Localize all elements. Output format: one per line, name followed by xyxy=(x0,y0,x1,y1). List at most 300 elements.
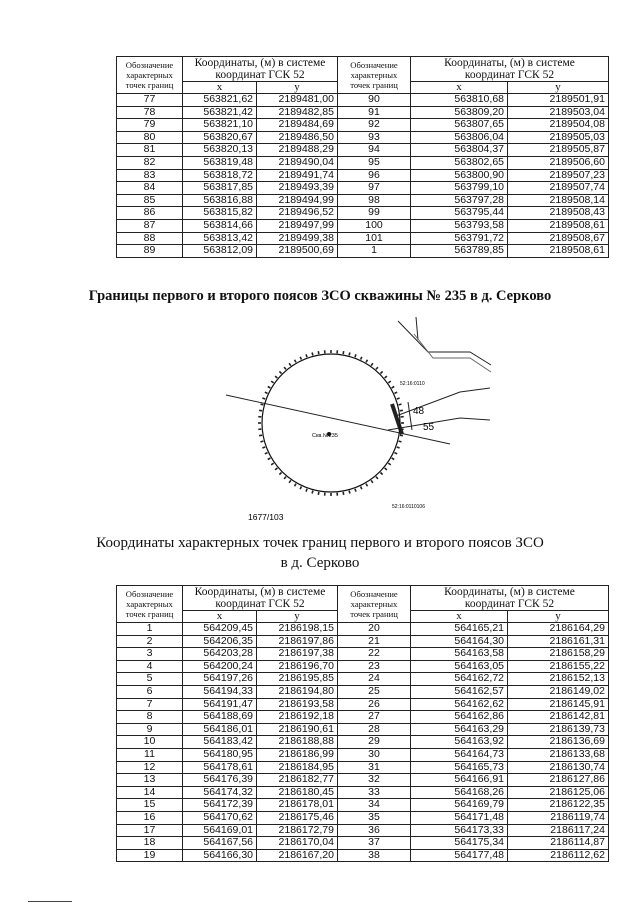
coord-x: 564180,95 xyxy=(183,748,257,761)
point-marker xyxy=(394,453,397,454)
point-id: 26 xyxy=(338,698,411,711)
coord-y: 2186196,70 xyxy=(257,660,338,673)
coord-y: 2186161,31 xyxy=(508,635,609,648)
table-row xyxy=(117,736,609,749)
coord-x: 563821,62 xyxy=(183,94,257,107)
point-id: 89 xyxy=(117,245,183,258)
coord-x: 563816,88 xyxy=(183,194,257,207)
point-marker xyxy=(262,398,265,399)
coord-y: 2189508,43 xyxy=(508,207,609,220)
table-row xyxy=(117,685,609,698)
coord-x: 563815,82 xyxy=(183,207,257,220)
point-id: 11 xyxy=(117,748,183,761)
coord-x: 563821,10 xyxy=(183,119,257,132)
coord-x: 564171,48 xyxy=(411,811,508,824)
coord-x: 563799,10 xyxy=(411,182,508,195)
adjacent-parcels xyxy=(388,388,490,434)
point-marker xyxy=(385,376,387,378)
coord-x: 563810,68 xyxy=(411,94,508,107)
point-id: 1 xyxy=(117,623,183,636)
parcel-label-48: 48 xyxy=(413,406,425,417)
header-x: x xyxy=(411,82,508,94)
header-y: y xyxy=(508,82,609,94)
point-id: 3 xyxy=(117,648,183,661)
coord-y: 2186193,58 xyxy=(257,698,338,711)
point-marker xyxy=(349,352,350,355)
coord-y: 2189484,69 xyxy=(257,119,338,132)
point-id: 17 xyxy=(117,824,183,837)
coord-x: 564200,24 xyxy=(183,660,257,673)
coord-y: 2189491,74 xyxy=(257,169,338,182)
table-row xyxy=(117,635,609,648)
coord-x: 564165,73 xyxy=(411,761,508,774)
point-marker xyxy=(259,435,262,436)
point-id: 93 xyxy=(338,131,411,144)
coord-x: 563820,13 xyxy=(183,144,257,157)
table-row xyxy=(117,698,609,711)
coord-y: 2186142,81 xyxy=(508,711,609,724)
coord-x: 563812,09 xyxy=(183,245,257,258)
table-row xyxy=(117,711,609,724)
point-marker xyxy=(275,468,277,470)
point-marker xyxy=(262,447,265,448)
point-marker xyxy=(306,354,307,357)
coord-x: 564173,33 xyxy=(411,824,508,837)
well-label: Скв.№235 xyxy=(312,433,338,439)
point-id: 82 xyxy=(117,156,183,169)
circle-point-markers xyxy=(258,350,404,496)
point-marker xyxy=(400,410,403,411)
point-id: 97 xyxy=(338,182,411,195)
point-marker xyxy=(265,453,268,454)
coord-y: 2186145,91 xyxy=(508,698,609,711)
coord-y: 2186130,74 xyxy=(508,761,609,774)
table-row xyxy=(117,623,609,636)
header-coordinates: Координаты, (м) в системе координат ГСК 52 xyxy=(183,586,338,611)
point-id: 18 xyxy=(117,837,183,850)
coord-x: 564166,91 xyxy=(411,774,508,787)
point-marker xyxy=(397,447,400,448)
coord-x: 564176,39 xyxy=(183,774,257,787)
coord-y: 2186164,29 xyxy=(508,623,609,636)
point-marker xyxy=(355,354,356,357)
coord-y: 2186175,46 xyxy=(257,811,338,824)
point-id: 32 xyxy=(338,774,411,787)
table-row xyxy=(117,723,609,736)
header-coordinates: Координаты, (м) в системе координат ГСК 52 xyxy=(411,57,609,82)
coord-y: 2189505,87 xyxy=(508,144,609,157)
cadastral-label-top: 52:16:0110 xyxy=(400,381,425,387)
point-id: 25 xyxy=(338,685,411,698)
header-y: y xyxy=(257,611,338,623)
coord-x: 564183,42 xyxy=(183,736,257,749)
table-row xyxy=(117,673,609,686)
point-marker xyxy=(371,363,373,365)
coord-y: 2186125,06 xyxy=(508,786,609,799)
coord-y: 2186122,35 xyxy=(508,799,609,812)
point-marker xyxy=(355,489,356,492)
coord-x: 564165,21 xyxy=(411,623,508,636)
point-id: 10 xyxy=(117,736,183,749)
point-id: 21 xyxy=(338,635,411,648)
header-x: x xyxy=(183,82,257,94)
coord-y: 2186190,61 xyxy=(257,723,338,736)
coord-x: 564172,39 xyxy=(183,799,257,812)
coord-x: 563819,48 xyxy=(183,156,257,169)
point-marker xyxy=(260,404,263,405)
point-id: 9 xyxy=(117,723,183,736)
point-marker xyxy=(295,484,297,487)
coord-y: 2189504,08 xyxy=(508,119,609,132)
header-coordinates: Координаты, (м) в системе координат ГСК 52 xyxy=(183,57,338,82)
coord-x: 564162,72 xyxy=(411,673,508,686)
point-marker xyxy=(300,357,301,360)
coord-x: 564177,48 xyxy=(411,849,508,862)
point-marker xyxy=(289,480,291,482)
point-marker xyxy=(349,491,350,494)
header-point-label: Обозначение характерных точек границ xyxy=(338,586,411,623)
point-marker xyxy=(312,352,313,355)
coord-x: 564186,01 xyxy=(183,723,257,736)
coord-y: 2189490,04 xyxy=(257,156,338,169)
point-marker xyxy=(397,398,400,399)
coord-y: 2186197,86 xyxy=(257,635,338,648)
coord-y: 2186152,13 xyxy=(508,673,609,686)
coord-y: 2189500,69 xyxy=(257,245,338,258)
point-id: 91 xyxy=(338,106,411,119)
point-marker xyxy=(400,435,403,436)
coord-y: 2189507,74 xyxy=(508,182,609,195)
coord-y: 2189486,50 xyxy=(257,131,338,144)
coord-y: 2186149,02 xyxy=(508,685,609,698)
point-marker xyxy=(388,463,390,465)
coord-y: 2186186,99 xyxy=(257,748,338,761)
coord-y: 2189507,23 xyxy=(508,169,609,182)
coord-x: 563807,65 xyxy=(411,119,508,132)
point-marker xyxy=(392,387,395,389)
point-id: 87 xyxy=(117,219,183,232)
coord-x: 564162,62 xyxy=(411,698,508,711)
point-id: 94 xyxy=(338,144,411,157)
header-coordinates: Координаты, (м) в системе координат ГСК 52 xyxy=(411,586,609,611)
coord-x: 563797,28 xyxy=(411,194,508,207)
point-marker xyxy=(388,381,390,383)
table-row xyxy=(117,811,609,824)
coord-y: 2186127,86 xyxy=(508,774,609,787)
point-marker xyxy=(394,392,397,393)
coord-y: 2186133,68 xyxy=(508,748,609,761)
point-id: 79 xyxy=(117,119,183,132)
point-id: 19 xyxy=(117,849,183,862)
table-row xyxy=(117,660,609,673)
header-y: y xyxy=(257,82,338,94)
coord-y: 2186192,18 xyxy=(257,711,338,724)
point-marker xyxy=(318,492,319,495)
point-marker xyxy=(279,472,281,474)
point-marker xyxy=(289,363,291,365)
point-id: 15 xyxy=(117,799,183,812)
coord-y: 2186188,88 xyxy=(257,736,338,749)
point-marker xyxy=(380,472,382,474)
coord-y: 2186194,80 xyxy=(257,685,338,698)
point-id: 88 xyxy=(117,232,183,245)
table-row xyxy=(117,786,609,799)
coord-y: 2189499,38 xyxy=(257,232,338,245)
coord-x: 563821,42 xyxy=(183,106,257,119)
header-point-label: Обозначение характерных точек границ xyxy=(117,586,183,623)
point-id: 92 xyxy=(338,119,411,132)
coord-x: 564168,26 xyxy=(411,786,508,799)
point-id: 83 xyxy=(117,169,183,182)
point-marker xyxy=(271,463,273,465)
point-marker xyxy=(399,441,402,442)
table-title-line2: в д. Серково xyxy=(280,555,360,571)
point-id: 95 xyxy=(338,156,411,169)
point-id: 101 xyxy=(338,232,411,245)
coord-y: 2189482,85 xyxy=(257,106,338,119)
point-id: 28 xyxy=(338,723,411,736)
point-id: 90 xyxy=(338,94,411,107)
coord-y: 2186117,24 xyxy=(508,824,609,837)
coord-x: 563804,37 xyxy=(411,144,508,157)
coord-x: 564169,01 xyxy=(183,824,257,837)
point-id: 24 xyxy=(338,673,411,686)
coord-x: 563818,72 xyxy=(183,169,257,182)
coord-y: 2189508,61 xyxy=(508,245,609,258)
point-marker xyxy=(312,491,313,494)
coord-x: 564162,57 xyxy=(411,685,508,698)
coord-y: 2189493,39 xyxy=(257,182,338,195)
coord-y: 2186170,04 xyxy=(257,837,338,850)
coord-y: 2186197,38 xyxy=(257,648,338,661)
point-id: 27 xyxy=(338,711,411,724)
coord-x: 564194,33 xyxy=(183,685,257,698)
header-x: x xyxy=(183,611,257,623)
coord-y: 2189503,04 xyxy=(508,106,609,119)
coord-y: 2189494,99 xyxy=(257,194,338,207)
coord-x: 564174,32 xyxy=(183,786,257,799)
point-marker xyxy=(361,486,362,489)
road-lines xyxy=(398,317,491,372)
point-id: 7 xyxy=(117,698,183,711)
point-marker xyxy=(259,410,262,411)
coord-x: 563806,04 xyxy=(411,131,508,144)
point-id: 81 xyxy=(117,144,183,157)
point-marker xyxy=(284,477,286,479)
point-id: 6 xyxy=(117,685,183,698)
coord-x: 564170,62 xyxy=(183,811,257,824)
point-id: 84 xyxy=(117,182,183,195)
point-id: 4 xyxy=(117,660,183,673)
point-id: 30 xyxy=(338,748,411,761)
point-id: 34 xyxy=(338,799,411,812)
coord-y: 2189506,60 xyxy=(508,156,609,169)
point-id: 23 xyxy=(338,660,411,673)
coord-x: 563791,72 xyxy=(411,232,508,245)
point-marker xyxy=(300,486,301,489)
point-marker xyxy=(260,441,263,442)
coord-y: 2189508,14 xyxy=(508,194,609,207)
point-id: 31 xyxy=(338,761,411,774)
coord-x: 564162,86 xyxy=(411,711,508,724)
coord-y: 2186184,95 xyxy=(257,761,338,774)
point-id: 35 xyxy=(338,811,411,824)
point-id: 38 xyxy=(338,849,411,862)
coord-y: 2186195,85 xyxy=(257,673,338,686)
point-marker xyxy=(361,357,362,360)
coord-y: 2186119,74 xyxy=(508,811,609,824)
point-id: 98 xyxy=(338,194,411,207)
coord-y: 2189497,99 xyxy=(257,219,338,232)
point-id: 86 xyxy=(117,207,183,220)
point-id: 77 xyxy=(117,94,183,107)
coord-x: 563802,65 xyxy=(411,156,508,169)
coord-y: 2189508,67 xyxy=(508,232,609,245)
table-row xyxy=(117,824,609,837)
table-row xyxy=(117,748,609,761)
point-id: 13 xyxy=(117,774,183,787)
coord-x: 563793,58 xyxy=(411,219,508,232)
coord-x: 564178,61 xyxy=(183,761,257,774)
coord-y: 2186182,77 xyxy=(257,774,338,787)
coord-x: 563820,67 xyxy=(183,131,257,144)
point-marker xyxy=(392,458,395,460)
coord-x: 564175,34 xyxy=(411,837,508,850)
parcel-label-55: 55 xyxy=(423,422,435,433)
point-id: 85 xyxy=(117,194,183,207)
point-marker xyxy=(275,376,277,378)
coord-x: 564163,92 xyxy=(411,736,508,749)
coord-y: 2189488,29 xyxy=(257,144,338,157)
coord-y: 2186136,69 xyxy=(508,736,609,749)
coord-y: 2189508,61 xyxy=(508,219,609,232)
point-marker xyxy=(265,392,268,393)
point-marker xyxy=(366,484,368,487)
point-id: 80 xyxy=(117,131,183,144)
point-id: 1 xyxy=(338,245,411,258)
coord-y: 2186158,29 xyxy=(508,648,609,661)
point-id: 36 xyxy=(338,824,411,837)
point-id: 5 xyxy=(117,673,183,686)
point-marker xyxy=(343,351,344,354)
point-id: 22 xyxy=(338,648,411,661)
point-id: 20 xyxy=(338,623,411,636)
coord-x: 563813,42 xyxy=(183,232,257,245)
coord-y: 2186198,15 xyxy=(257,623,338,636)
point-id: 8 xyxy=(117,711,183,724)
coord-x: 563817,85 xyxy=(183,182,257,195)
coord-x: 564191,47 xyxy=(183,698,257,711)
coord-x: 563800,90 xyxy=(411,169,508,182)
coord-x: 564164,73 xyxy=(411,748,508,761)
cadastral-label-bottom: 52:16:0110106 xyxy=(392,504,425,510)
parcel-number-label: 1677/103 xyxy=(248,512,284,522)
coord-x: 564169,79 xyxy=(411,799,508,812)
coord-y: 2186114,87 xyxy=(508,837,609,850)
coord-x: 564166,30 xyxy=(183,849,257,862)
point-id: 29 xyxy=(338,736,411,749)
header-point-label: Обозначение характерных точек границ xyxy=(338,57,411,94)
header-x: x xyxy=(411,611,508,623)
section-title: Границы первого и второго поясов ЗСО скважины № 235 в д. Серково xyxy=(88,288,552,304)
table-title-line1: Координаты характерных точек границ первого и второго поясов ЗСО xyxy=(96,535,544,551)
point-id: 14 xyxy=(117,786,183,799)
coord-y: 2186112,62 xyxy=(508,849,609,862)
point-marker xyxy=(371,480,373,482)
coord-y: 2189505,03 xyxy=(508,131,609,144)
point-marker xyxy=(306,489,307,492)
coord-x: 564163,29 xyxy=(411,723,508,736)
coord-x: 564163,05 xyxy=(411,660,508,673)
point-id: 33 xyxy=(338,786,411,799)
bottom-rule xyxy=(28,901,72,902)
point-marker xyxy=(271,381,273,383)
boundary-line xyxy=(226,395,450,444)
point-marker xyxy=(366,360,368,363)
coord-y: 2189501,91 xyxy=(508,94,609,107)
point-id: 16 xyxy=(117,811,183,824)
coord-x: 564203,28 xyxy=(183,648,257,661)
coord-x: 563809,20 xyxy=(411,106,508,119)
zso-circle xyxy=(262,354,400,492)
coord-x: 564188,69 xyxy=(183,711,257,724)
coord-y: 2189496,52 xyxy=(257,207,338,220)
coord-x: 564164,30 xyxy=(411,635,508,648)
point-marker xyxy=(376,367,378,369)
coord-x: 563814,66 xyxy=(183,219,257,232)
table-row xyxy=(117,849,609,862)
point-marker xyxy=(268,387,271,389)
point-marker xyxy=(343,492,344,495)
point-marker xyxy=(385,468,387,470)
coord-x: 564167,56 xyxy=(183,837,257,850)
point-id: 99 xyxy=(338,207,411,220)
coord-y: 2186180,45 xyxy=(257,786,338,799)
coord-x: 564197,26 xyxy=(183,673,257,686)
coord-x: 564209,45 xyxy=(183,623,257,636)
coord-x: 564163,58 xyxy=(411,648,508,661)
coord-y: 2186155,22 xyxy=(508,660,609,673)
point-marker xyxy=(380,371,382,373)
table-row xyxy=(117,761,609,774)
header-y: y xyxy=(508,611,609,623)
coord-y: 2186172,79 xyxy=(257,824,338,837)
coord-y: 2189481,00 xyxy=(257,94,338,107)
point-marker xyxy=(295,360,297,363)
coord-x: 563789,85 xyxy=(411,245,508,258)
point-marker xyxy=(268,458,271,460)
point-id: 12 xyxy=(117,761,183,774)
coord-y: 2186167,20 xyxy=(257,849,338,862)
coord-y: 2186139,73 xyxy=(508,723,609,736)
point-marker xyxy=(376,477,378,479)
table-title xyxy=(0,533,640,573)
point-marker xyxy=(279,371,281,373)
table-row xyxy=(117,774,609,787)
coord-x: 564206,35 xyxy=(183,635,257,648)
point-marker xyxy=(318,351,319,354)
header-point-label: Обозначение характерных точек границ xyxy=(117,57,183,94)
table-row xyxy=(117,648,609,661)
point-id: 2 xyxy=(117,635,183,648)
point-marker xyxy=(399,404,402,405)
point-id: 37 xyxy=(338,837,411,850)
point-id: 96 xyxy=(338,169,411,182)
point-id: 78 xyxy=(117,106,183,119)
table-row xyxy=(117,799,609,812)
coord-y: 2186178,01 xyxy=(257,799,338,812)
table-row xyxy=(117,837,609,850)
